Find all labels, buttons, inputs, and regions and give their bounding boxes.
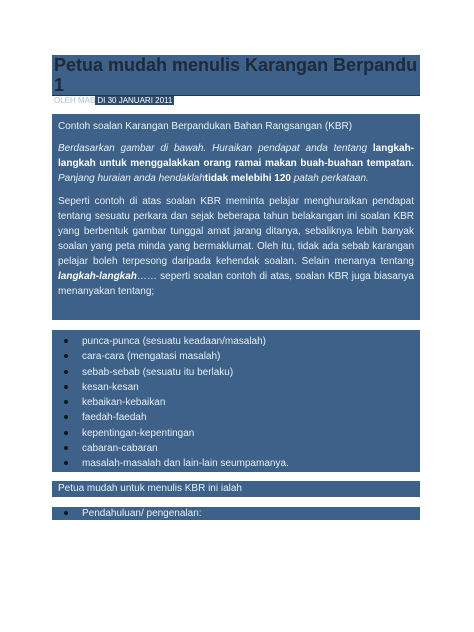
list-item-label: kebaikan-kebaikan xyxy=(82,397,166,409)
list-item xyxy=(64,334,420,349)
task-bold-2: tidak melebihi 120 xyxy=(204,173,291,184)
bullet-icon xyxy=(64,370,68,374)
byline xyxy=(54,96,174,106)
bullet-icon xyxy=(64,511,68,515)
bullet-icon xyxy=(64,385,68,389)
list-item xyxy=(64,410,420,425)
bullet-icon xyxy=(64,339,68,343)
list-item-label: punca-punca (sesuatu keadaan/masalah) xyxy=(82,336,267,347)
list-item xyxy=(64,426,420,441)
list-item xyxy=(64,349,420,364)
task-text-1: Berdasarkan gambar di bawah. Huraikan pendapat anda tentang xyxy=(58,143,368,154)
bullet-icon xyxy=(64,461,68,465)
bullet-icon xyxy=(64,431,68,435)
topic-list-panel xyxy=(52,330,420,472)
byline-author: OLEH MAB xyxy=(54,96,96,105)
byline-date: DI 30 JANUARI 2011 xyxy=(97,96,173,105)
list-item xyxy=(64,441,420,456)
task-text-2: Panjang huraian anda hendaklah xyxy=(58,173,205,184)
page-title: Petua mudah menulis Karangan Berpandu 1 xyxy=(54,55,418,95)
bullet-icon xyxy=(64,354,68,358)
tips-list-panel xyxy=(52,507,420,520)
content-panel xyxy=(52,114,420,320)
topic-list xyxy=(52,330,420,472)
bullet-icon xyxy=(64,400,68,404)
list-item xyxy=(64,395,420,410)
task-text-3: patah perkataan. xyxy=(293,173,369,184)
list-item-label: kesan-kesan xyxy=(82,381,139,393)
list-item-label: sebab-sebab (sesuatu itu berlaku) xyxy=(82,366,234,378)
tips-heading: Petua mudah untuk menulis KBR ini ialah xyxy=(52,481,420,497)
list-item xyxy=(64,380,420,395)
section-heading: Contoh soalan Karangan Berpandukan Bahan Rangsangan (KBR) xyxy=(58,121,353,132)
list-item-label: cabaran-cabaran xyxy=(82,443,158,455)
list-item xyxy=(64,456,420,471)
list-item xyxy=(64,507,420,520)
list-item-label: faedah-faedah xyxy=(82,412,147,424)
intro-text-1: Seperti contoh di atas soalan KBR meminta pelajar menghuraikan pendapat tentang sesuatu perkara dan sejak beberapa tahun belakangan ini soalan KBR yang berbentuk gambar tunggal amat jarang ditanya, sebaliknya lebih banyak soalan yang peta minda yang bermaklumat. Oleh itu, tidak ada sebab karangan pelajar boleh terpesong daripada kehendak soalan. Selain menanya tentang xyxy=(58,196,414,267)
bullet-icon xyxy=(64,415,68,419)
intro-text-2: …… seperti soalan contoh di atas, soalan KBR juga biasanya menanyakan tentang; xyxy=(58,271,414,297)
list-item xyxy=(64,365,420,380)
intro-paragraph xyxy=(58,194,414,299)
list-item-label: masalah-masalah dan lain-lain seumpamanya. xyxy=(82,458,289,470)
tips-list xyxy=(52,507,420,520)
list-item-label: cara-cara (mengatasi masalah) xyxy=(82,351,221,363)
list-item-label: Pendahuluan/ pengenalan: xyxy=(82,508,202,519)
task-paragraph xyxy=(58,141,414,186)
intro-bold: langkah-langkah xyxy=(58,271,137,282)
bullet-icon xyxy=(64,446,68,450)
task-bold-1: langkah-langkah untuk menggalakkan orang ramai makan buah-buahan tempatan. xyxy=(58,143,415,169)
list-item-label: kepentingan-kepentingan xyxy=(82,427,195,439)
